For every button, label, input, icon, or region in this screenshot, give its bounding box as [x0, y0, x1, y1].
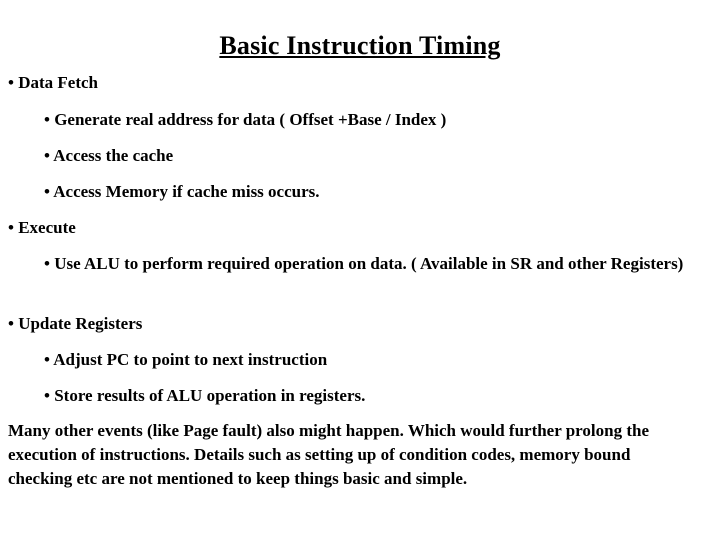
- bullet-store-results: • Store results of ALU operation in registers.: [44, 386, 365, 406]
- bullet-access-cache: • Access the cache: [44, 146, 173, 166]
- slide-title: Basic Instruction Timing: [219, 31, 501, 60]
- bullet-access-memory: • Access Memory if cache miss occurs.: [44, 182, 320, 202]
- bullet-generate-address: • Generate real address for data ( Offset +Base / Index ): [44, 110, 446, 130]
- bullet-adjust-pc: • Adjust PC to point to next instruction: [44, 350, 327, 370]
- footer-paragraph: Many other events (like Page fault) also might happen. Which would further prolong the execution of instructions. Details such as setting up of condition codes, memory bound checking etc are not mentioned to keep things basic and simple.: [8, 421, 649, 488]
- section-heading-update-registers: • Update Registers: [8, 314, 142, 334]
- section-heading-execute: • Execute: [8, 218, 76, 238]
- section-heading-data-fetch: • Data Fetch: [8, 73, 98, 93]
- bullet-use-alu: • Use ALU to perform required operation on data. ( Available in SR and other Registers): [44, 252, 684, 276]
